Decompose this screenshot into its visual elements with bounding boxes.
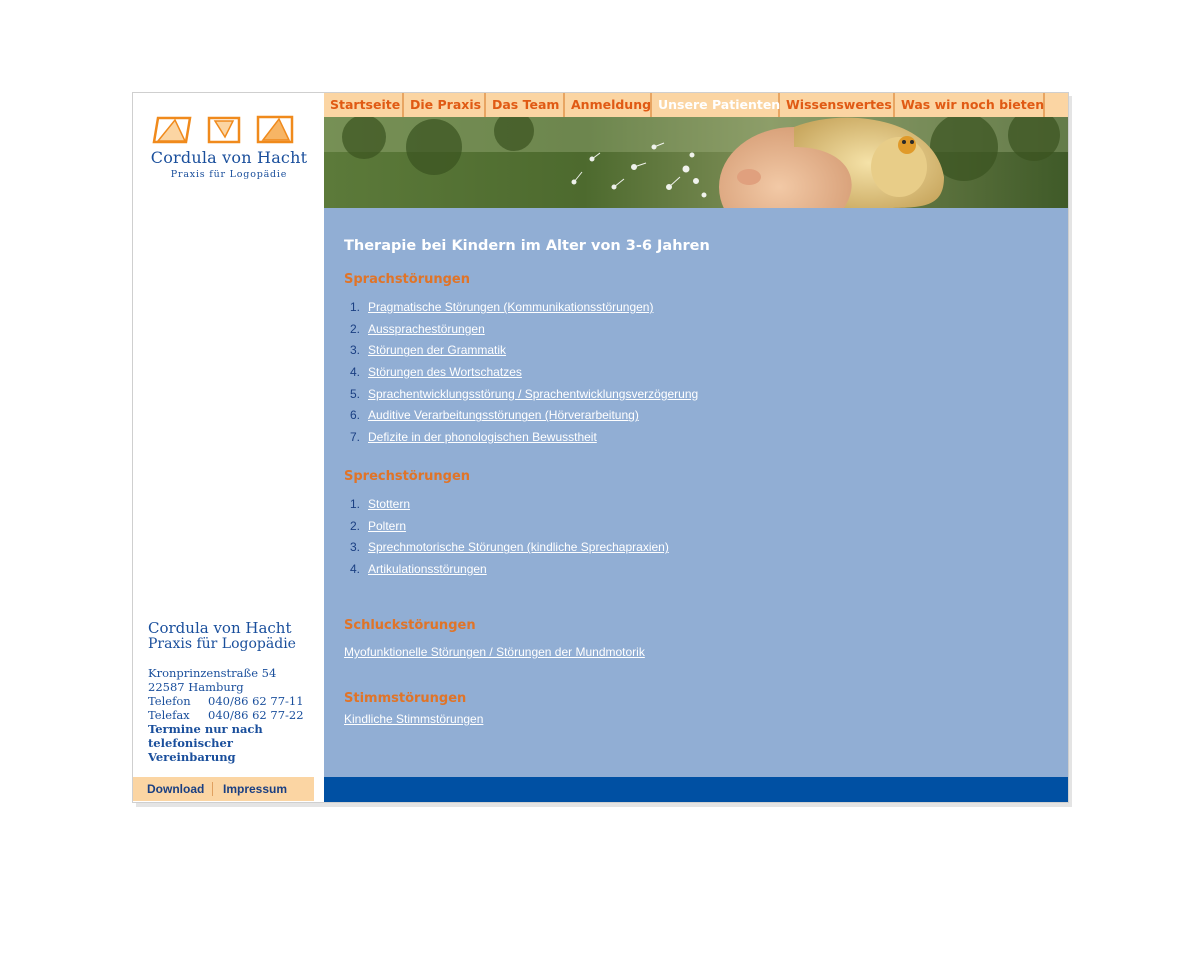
contact-name: Cordula von Hacht — [148, 619, 292, 637]
appointment-note-2: telefonischer Vereinbarung — [148, 736, 236, 764]
section-title-sprechstoerungen: Sprechstörungen — [344, 469, 471, 484]
sidebar — [133, 93, 324, 802]
logo-subtitle: Praxis für Logopädie — [170, 169, 288, 180]
nav-item-anmeldung[interactable]: Anmeldung — [565, 93, 652, 117]
phone-label: Telefon — [148, 694, 191, 708]
nav-item-unsere-patienten[interactable]: Unsere Patienten — [652, 93, 780, 117]
top-nav — [324, 93, 1068, 117]
phone-number: 040/86 62 77-11 — [208, 694, 304, 708]
contact-fax-row — [148, 708, 320, 722]
link-stottern[interactable]: Stottern — [368, 497, 411, 511]
section-title-stimmstoerungen: Stimmstörungen — [344, 691, 467, 706]
link-pragmatische-stoerungen[interactable]: Pragmatische Störungen (Kommunikationsstörungen) — [368, 300, 654, 314]
download-link[interactable]: Download — [147, 782, 205, 796]
footer-divider — [212, 782, 213, 796]
section-title-sprachstoerungen: Sprachstörungen — [344, 272, 470, 287]
fax-number: 040/86 62 77-22 — [208, 708, 304, 722]
link-phonologische-bewusstheit[interactable]: Defizite in der phonologischen Bewusstheit — [368, 430, 597, 445]
section-title-schluckstoerungen: Schluckstörungen — [344, 618, 476, 633]
footer-links — [133, 777, 314, 801]
child-blowing-dandelion-photo-icon — [324, 117, 1068, 208]
nav-item-die-praxis[interactable]: Die Praxis — [404, 93, 486, 117]
triangles-in-squares-logo-icon — [145, 115, 313, 147]
link-myofunktionelle-stoerungen[interactable]: Myofunktionelle Störungen / Störungen der Mundmotorik — [344, 645, 645, 659]
page-frame — [132, 92, 1069, 803]
bottom-bar — [324, 777, 1068, 802]
link-sprechmotorische-stoerungen[interactable]: Sprechmotorische Störungen (kindliche Sprechapraxien) — [368, 540, 669, 555]
logo[interactable] — [145, 115, 313, 180]
fax-label: Telefax — [148, 708, 190, 722]
link-kindliche-stimmstoerungen[interactable]: Kindliche Stimmstörungen — [344, 712, 484, 726]
link-auditive-verarbeitung[interactable]: Auditive Verarbeitungsstörungen (Hörverarbeitung) — [368, 408, 639, 423]
contact-subtitle: Praxis für Logopädie — [148, 636, 296, 652]
page-title: Therapie bei Kindern im Alter von 3-6 Jahren — [344, 238, 710, 254]
link-aussprachestoerungen[interactable]: Aussprachestörungen — [368, 321, 485, 336]
main-area: Startseite Die Praxis Das Team Anmeldung Unsere Patienten Wissenswertes Was wir noch bieten Therapie bei Kindern im Alter von 3-6 Jahren Sprachstörungen 1. Pragmatische Störungen (Kommunikationsstörungen) 2. Aussprachestörungen 3. Störungen der Grammatik 4. Störungen des Wortschatzes 5. Sprachentwicklungsstörung / Sprachentwicklungsverzögerung 6. Auditive Verarbeitungsstörungen (Hörverarbeitung) 7. Defizite in der phonologischen Bewusstheit Sprechstörungen 1. Stottern 2. Poltern 3. Sprechmotorische Störungen (kindliche Sprechapraxien) 4. Artikulationsstörungen Schluckstörungen Myofunktionelle Störungen / Störungen der Mundmotorik Stimmstörungen Kindliche Stimmstörungen — [324, 93, 1068, 802]
nav-item-das-team[interactable]: Das Team — [486, 93, 565, 117]
nav-item-wissenswertes[interactable]: Wissenswertes — [780, 93, 895, 117]
nav-item-startseite[interactable]: Startseite — [324, 93, 404, 117]
impressum-link[interactable]: Impressum — [223, 782, 288, 796]
banner-image — [324, 117, 1068, 208]
contact-block — [148, 620, 320, 764]
contact-phone-row — [148, 694, 320, 708]
logo-name: Cordula von Hacht — [150, 148, 308, 167]
link-poltern[interactable]: Poltern — [368, 518, 407, 533]
nav-item-was-wir-noch-bieten[interactable]: Was wir noch bieten — [895, 93, 1045, 117]
link-grammatik[interactable]: Störungen der Grammatik — [368, 343, 507, 358]
contact-city: 22587 Hamburg — [148, 680, 244, 694]
appointment-note-1: Termine nur nach — [148, 722, 263, 736]
link-artikulationsstoerungen[interactable]: Artikulationsstörungen — [368, 562, 487, 577]
link-sprachentwicklung[interactable]: Sprachentwicklungsstörung / Sprachentwicklungsverzögerung — [368, 386, 699, 401]
contact-street: Kronprinzenstraße 54 — [148, 666, 277, 680]
link-wortschatz[interactable]: Störungen des Wortschatzes — [368, 365, 522, 380]
